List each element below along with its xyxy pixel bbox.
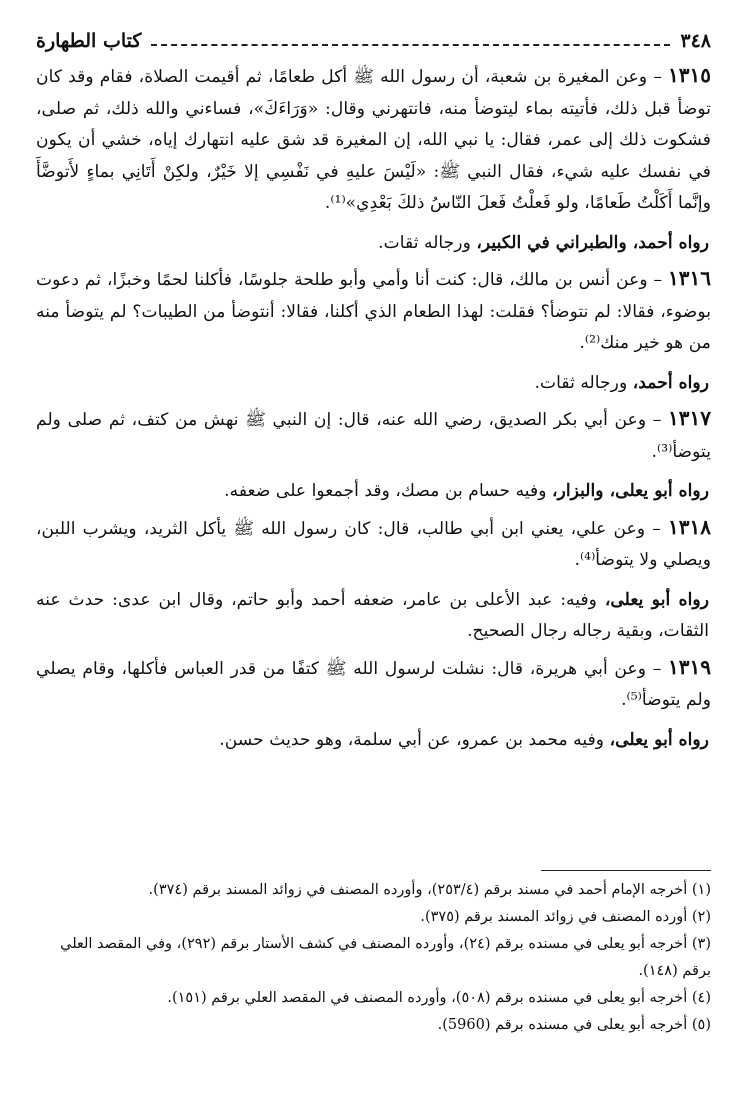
footnote-divider xyxy=(541,870,711,871)
footnote: (٢) أورده المصنف في زوائد المسند برقم (٣٧٥). xyxy=(420,909,711,925)
hadith-number: ١٣١٩ xyxy=(668,654,711,679)
hadith-entry xyxy=(36,403,711,468)
hadith-number: ١٣١٧ xyxy=(668,406,711,430)
hadith-text: – وعن علي، يعني ابن أبي طالب، قال: كان رسول الله ﷺ يأكل الثريد، ويشرب اللبن، ويصلي ولا يتوضأ⁽⁴⁾. xyxy=(36,518,711,570)
footnote: (٥) أخرجه أبو يعلى في مسنده برقم (5960). xyxy=(437,1017,711,1033)
footnote: (٣) أخرجه أبو يعلى في مسنده برقم (٢٤)، وأورده المصنف في كشف الأستار برقم (٢٩٢)، وفي المقصد العلي برقم (١٤٨). xyxy=(60,936,711,979)
page-header xyxy=(36,26,711,56)
source-narrators: رواه أبو يعلى، xyxy=(609,729,709,750)
footnotes xyxy=(36,870,711,1039)
source-narrators: رواه أبو يعلى، xyxy=(604,589,709,610)
page-number: ٣٤٨ xyxy=(680,30,711,52)
source-grading: ورجاله ثقات. xyxy=(534,372,633,393)
source-narrators: رواه أحمد، xyxy=(632,372,709,393)
hadith-entry xyxy=(36,263,711,360)
hadith-source xyxy=(36,228,711,260)
hadith-text: – وعن أبي هريرة، قال: نشلت لرسول الله ﷺ كتفًا من قدر العباس فأكلها، وقام يصلي ولم يتوضأ⁽⁵⁾. xyxy=(36,658,711,710)
hadith-source xyxy=(36,476,711,508)
hadith-entry xyxy=(36,60,711,220)
footnote: (١) أخرجه الإمام أحمد في مسند برقم (٢٥٣/٤)، وأورده المصنف في زوائد المسند برقم (٣٧٤). xyxy=(148,882,711,898)
hadith-number: ١٣١٥ xyxy=(668,63,711,87)
hadith-number: ١٣١٦ xyxy=(668,266,711,290)
page-body xyxy=(36,60,711,760)
hadith-source xyxy=(36,368,711,400)
footnote: (٤) أخرجه أبو يعلى في مسنده برقم (٥٠٨)، وأورده المصنف في المقصد العلي برقم (١٥١). xyxy=(167,990,711,1006)
hadith-entry xyxy=(36,652,711,717)
source-grading: وفيه محمد بن عمرو، عن أبي سلمة، وهو حديث حسن. xyxy=(219,729,610,750)
hadith-text: – وعن أبي بكر الصديق، رضي الله عنه، قال: إن النبي ﷺ نهش من كتف، ثم صلى ولم يتوضأ⁽³⁾. xyxy=(36,410,711,462)
hadith-source xyxy=(36,725,711,757)
source-grading: وفيه: عبد الأعلى بن عامر، ضعفه أحمد وأبو حاتم، وقال ابن عدى: حدث عنه الثقات، وبقية رجاله رجال الصحيح. xyxy=(36,589,709,641)
source-grading: ورجاله ثقات. xyxy=(378,232,477,253)
book-title: كتاب الطهارة xyxy=(36,30,142,52)
header-rule xyxy=(151,44,670,46)
hadith-entry xyxy=(36,512,711,577)
source-narrators: رواه أبو يعلى، والبزار، xyxy=(551,481,709,501)
source-narrators: رواه أحمد، والطبراني في الكبير، xyxy=(476,232,709,253)
hadith-source xyxy=(36,585,711,648)
source-grading: وفيه حسام بن مصك، وقد أجمعوا على ضعفه. xyxy=(224,481,552,501)
hadith-text: – وعن المغيرة بن شعبة، أن رسول الله ﷺ أكل طعامًا، ثم أقيمت الصلاة، فقام وقد كان توضأ قبل ذلك، فأتيته بماء ليتوضأ منه، فانتهرني وقال: «وَرَاءَكَ»، فساءني والله ذلك، ثم صلى، فشكوت ذلك إلى عمر، فقال: يا نبي الله، إن المغيرة قد شق عليه انتهارك إياه، خشي أن يكون في نفسك عليه شيء، فقال النبي ﷺ: «لَيْسَ عليهِ في نَفْسِي إلا خَيْرٌ، ولكِنْ أَتَانِي بماءٍ لأَتوضَّأَ وإنَّما أَكَلْتُ طَعامًا، ولو فَعلْتُ فَعلَ النّاسُ ذلكَ بَعْدِي»⁽¹⁾. xyxy=(36,67,711,213)
hadith-text: – وعن أنس بن مالك، قال: كنت أنا وأمي وأبو طلحة جلوسًا، فأكلنا لحمًا وخبزًا، ثم دعوت بوضوء، فقالا: لم نتوضأ؟ فقلت: لهذا الطعام الذي أكلنا، فقالا: أنتوضأ من الطيبات؟ لم يتوضأ منه من هو خير منك⁽²⁾. xyxy=(36,270,711,353)
hadith-number: ١٣١٨ xyxy=(668,514,711,539)
